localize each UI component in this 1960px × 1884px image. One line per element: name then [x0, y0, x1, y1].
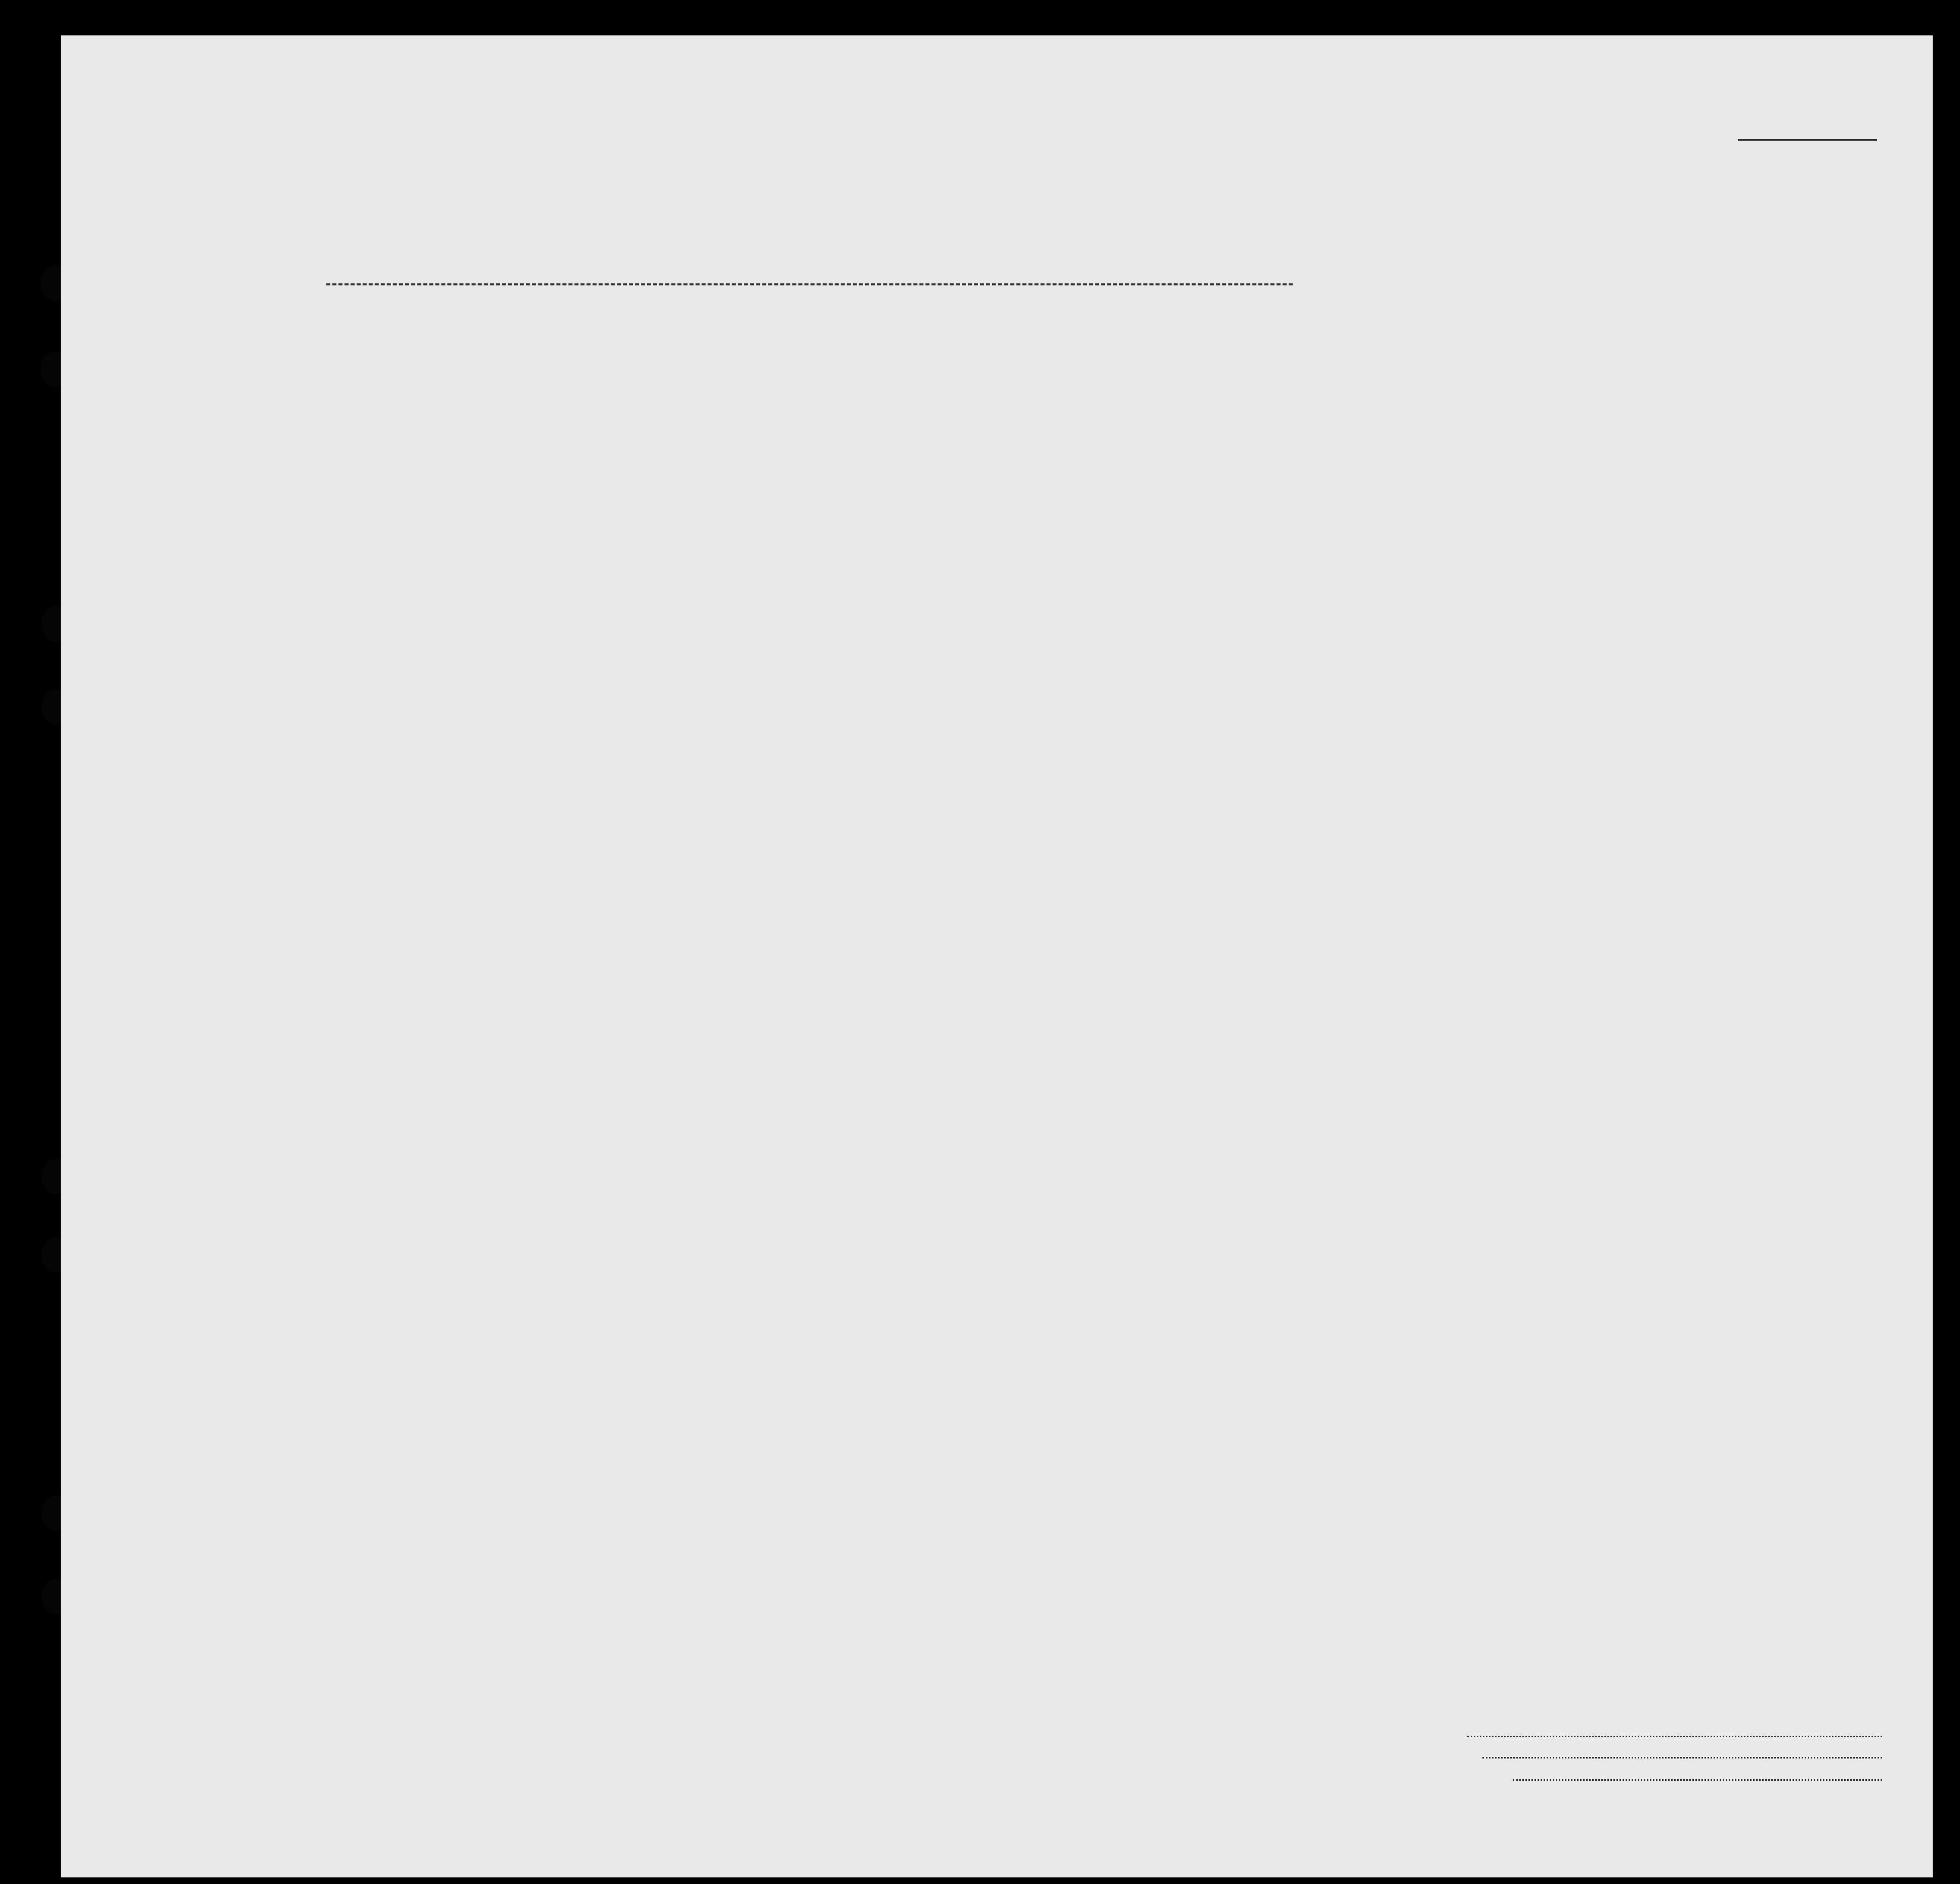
- owners-field: [1482, 1757, 1882, 1759]
- manifest-page: [61, 35, 1933, 1877]
- manifest-table: [61, 301, 1928, 1698]
- agents-field: [1513, 1779, 1882, 1781]
- list-underline: [1738, 139, 1877, 141]
- line-field: [1467, 1736, 1882, 1737]
- arriving-line: [326, 283, 1293, 285]
- table-grid: [61, 301, 1928, 1698]
